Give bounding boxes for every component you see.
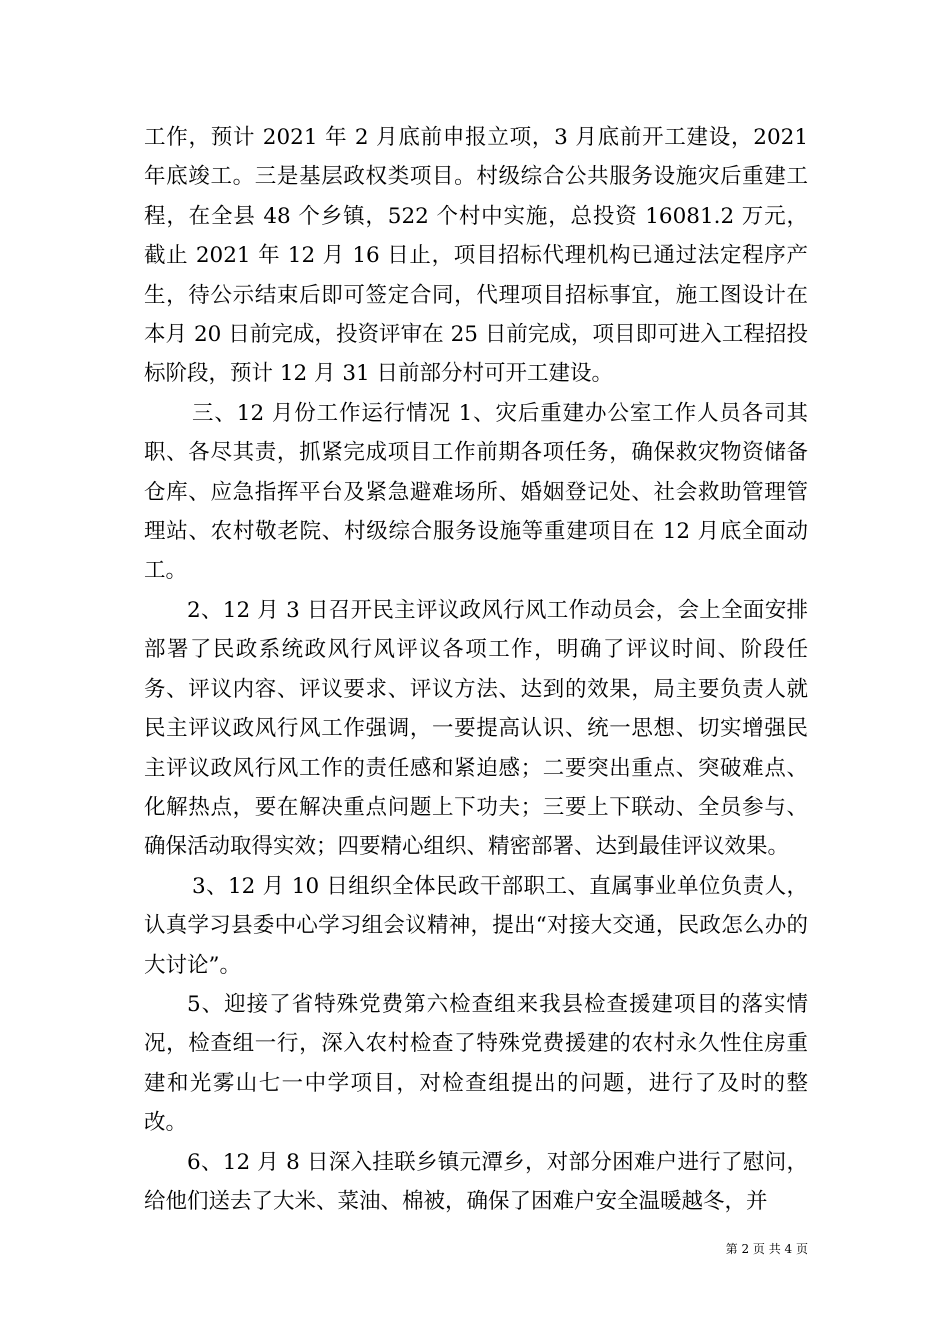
paragraph-continuation: 工作，预计 2021 年 2 月底前申报立项，3 月底前开工建设，2021 年底竣工。三是基层政权类项目。村级综合公共服务设施灾后重建工程，在全县 48 个乡镇，522 个村中实施，总投资 16081.2 万元，截止 2021 年 12 月 16 日止，项目招标代理机构已通过法定程序产生，待公示结束后即可签定合同，代理项目招标事宜，施工图设计在本月 20 日前完成，投资评审在 25 日前完成，项目即可进入工程招投标阶段，预计 12 月 31 日前部分村可开工建设。 (144, 125, 808, 387)
paragraph-item-5: 5、迎接了省特殊党费第六检查组来我县检查援建项目的落实情况，检查组一行，深入农村检查了特殊党费援建的农村永久性住房重建和光雾山七一中学项目，对检查组提出的问题，进行了及时的整改。 (144, 991, 808, 1136)
page-number-footer: 第 2 页 共 4 页 (725, 1242, 808, 1256)
document-body (144, 118, 808, 1221)
paragraph-section-three: 三、12 月份工作运行情况 1、灾后重建办公室工作人员各司其职、各尽其责，抓紧完成项目工作前期各项任务，确保救灾物资储备仓库、应急指挥平台及紧急避难场所、婚姻登记处、社会救助管理管理站、农村敬老院、村级综合服务设施等重建项目在 12 月底全面动工。 (144, 400, 808, 584)
paragraph-item-6: 6、12 月 8 日深入挂联乡镇元潭乡，对部分困难户进行了慰问，给他们送去了大米、菜油、棉被，确保了困难户安全温暖越冬，并 (144, 1149, 808, 1214)
paragraph-item-3: 3、12 月 10 日组织全体民政干部职工、直属事业单位负责人，认真学习县委中心学习组会议精神，提出“对接大交通，民政怎么办的大讨论”。 (144, 873, 808, 978)
paragraph-item-2: 2、12 月 3 日召开民主评议政风行风工作动员会，会上全面安排部署了民政系统政风行风评议各项工作，明确了评议时间、阶段任务、评议内容、评议要求、评议方法、达到的效果，局主要负责人就民主评议政风行风工作强调，一要提高认识、统一思想、切实增强民主评议政风行风工作的责任感和紧迫感；二要突出重点、突破难点、化解热点，要在解决重点问题上下功夫；三要上下联动、全员参与、确保活动取得实效；四要精心组织、精密部署、达到最佳评议效果。 (144, 597, 808, 860)
